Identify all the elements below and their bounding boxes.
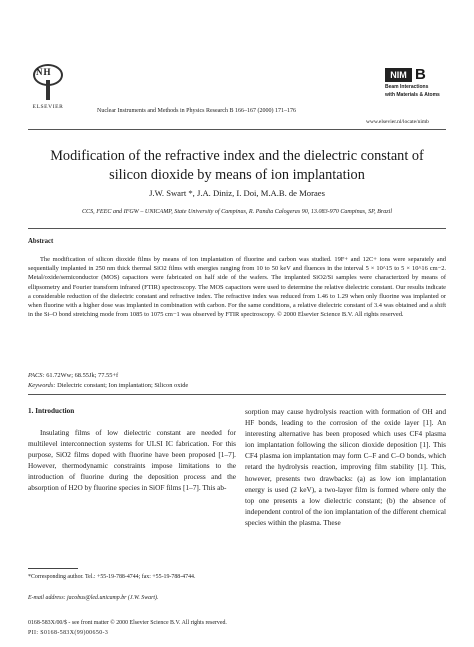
elsevier-tree-icon (30, 62, 66, 102)
footnote-rule (28, 568, 78, 569)
footnote-email: E-mail address: jacobus@led.unicamp.br (J.W. Swart). (28, 595, 159, 601)
body-column-left: Insulating films of low dielectric constant are needed for multilevel interconnection systems for ULSI IC fabrication. For this purpose, SiO2 films doped with fluorine have been proposed [1–7]. However, thermodynamic constraints impose limitations to the introduction of fluorine during the deposition process and the absorption of H2O by fluorine species in SiOF films [1–7]. This ab- (28, 428, 236, 493)
keywords-value: Dielectric constant; Ion implantation; Silicon oxide (57, 382, 189, 389)
publisher-name: ELSEVIER (32, 104, 64, 110)
journal-logo-subtitle-2: with Materials & Atoms (385, 92, 440, 98)
pacs-line (28, 372, 118, 379)
keywords-label: Keywords: (28, 382, 56, 389)
article-title (28, 147, 446, 185)
journal-logo-letter: B (415, 66, 426, 83)
footer-copyright: 0168-583X/00/$ - see front matter © 2000 Elsevier Science B.V. All rights reserved. (28, 620, 227, 626)
header-rule (28, 129, 446, 130)
body-column-right: sorption may cause hydrolysis reaction with formation of OH and HF bonds, leading to the corrosion of the oxide layer [1]. An interesting alternative has been proposed which uses CF4 plasma ion implantation following the silicon dioxide deposition [1]. This CF4 plasma ion implantation may form C–F and C–O bonds, which retard the hydrolysis reaction, improving film stability [1]. This, however, presents two drawbacks: (a) as low ion implantation energy is used (2 keV), a two-layer film is formed where only the top one presents a low dielectric constant; (b) the absence of independent control of the ion implantation of the different chemical species within the plasma. These (245, 407, 446, 527)
footer-pii: PII: S0168-583X(99)00650-3 (28, 630, 109, 636)
abstract-bottom-rule (28, 394, 446, 395)
pacs-value: 61.72Ww; 68.55Jk; 77.55+f (46, 372, 119, 379)
section-heading: 1. Introduction (28, 407, 75, 415)
footnote-corresponding-author: *Corresponding author. Tel.: +55-19-788-4744; fax: +55-19-788-4744. (28, 574, 196, 580)
abstract-text: The modification of silicon dioxide films by means of ion implantation of fluorine and carbon was studied. 19F+ and 12C+ ions were separately and sequentially implanted in 250 nm thick thermal SiO2 films with energies ranging from 10 to 50 keV and fluences in the interval 5 × 10^15 to 5 × 10^16 cm−2. Metal/oxide/semiconductor (MOS) capacitors were fabricated on half side of the wafers. The implanted SiO2/Si samples were characterized by means of ellipsometry and Fourier transform infrared (FTIR) spectroscopy. The MOS capacitors were used to determine the relative dielectric constant. Our results indicate a considerable reduction of the dielectric constant and refractive index. The refractive index was reduced from 1.46 to 1.29 when only fluorine was implanted or when fluorine with a higher dose was implanted in combination with carbon. For the same conditions, a relative dielectric constant of 3.4 was obtained and a shift in the Si–O bond stretching mode from 1085 to 1075 cm−1 was observed by FTIR spectroscopy. © 2000 Elsevier Science B.V. All rights reserved. (28, 256, 446, 319)
article-affiliation: CCS, FEEC and IFGW – UNICAMP, State University of Campinas, R. Pandia Calogeras 90, 13.083-970 Campinas, SP, Brazil (81, 209, 393, 215)
keywords-line (28, 382, 188, 389)
journal-logo-badge: NIM (385, 68, 412, 82)
journal-citation: Nuclear Instruments and Methods in Physics Research B 166–167 (2000) 171–176 (97, 108, 296, 114)
article-authors: J.W. Swart *, J.A. Diniz, I. Doi, M.A.B. de Moraes (149, 188, 325, 198)
abstract-top-rule (28, 228, 446, 229)
abstract-heading: Abstract (28, 238, 54, 245)
journal-url[interactable]: www.elsevier.nl/locate/nimb (366, 119, 429, 125)
journal-logo-subtitle-1: Beam Interactions (385, 84, 429, 90)
journal-logo (385, 68, 439, 108)
publisher-monogram: NH (36, 67, 52, 77)
article-title-line-2: silicon dioxide by means of ion implantation (109, 167, 365, 183)
article-title-line-1: Modification of the refractive index and the dielectric constant of (50, 148, 424, 164)
elsevier-logo (28, 62, 68, 110)
pacs-label: PACS: (28, 372, 45, 379)
